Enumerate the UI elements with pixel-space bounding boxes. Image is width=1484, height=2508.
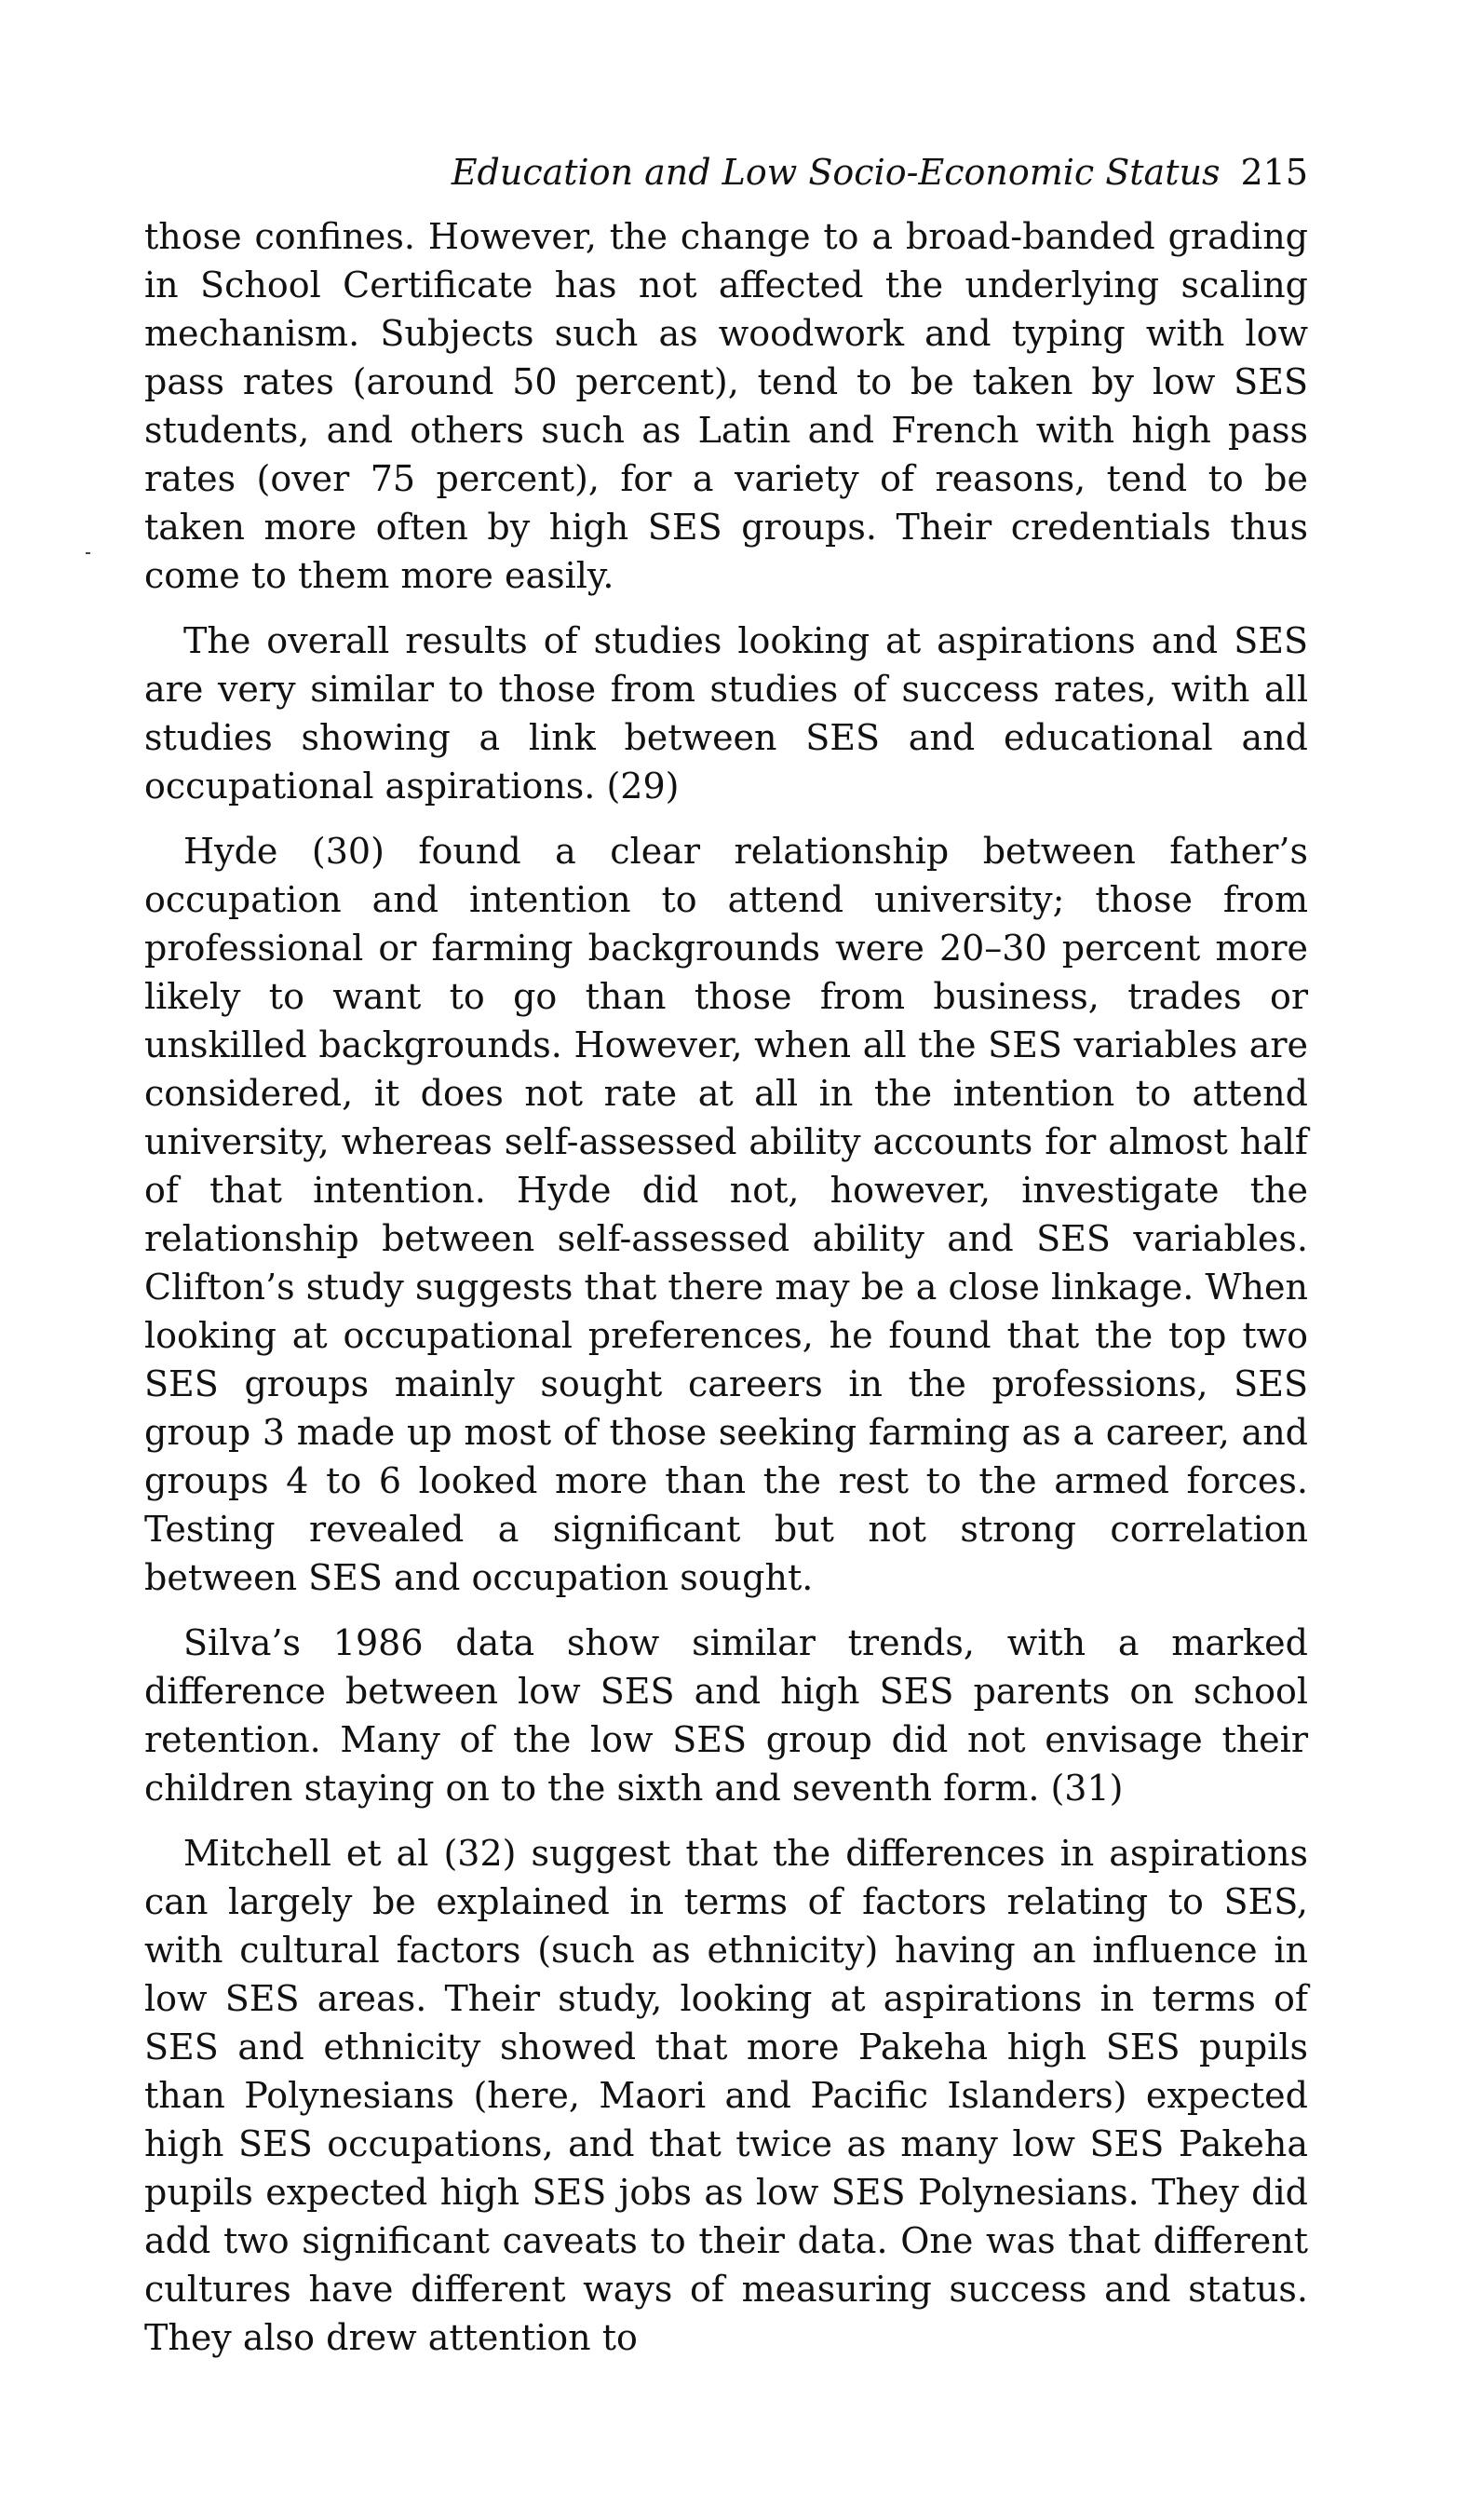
- margin-mark: [86, 552, 90, 554]
- body-text: [144, 212, 1308, 2362]
- paragraph-continuation: those confines. However, the change to a broad-banded grading in School Certificate has not affected the underlying scaling mechanism. Subjects such as woodwork and typing with low pass rates (around 50 percent), tend to be taken by low SES students, and others such as Latin and French with high pass rates (over 75 percent), for a variety of reasons, tend to be taken more often by high SES groups. Their credentials thus come to them more easily.: [144, 216, 1308, 596]
- page-number: 215: [1240, 152, 1308, 193]
- paragraph-aspirations-overview: The overall results of studies looking at aspirations and SES are very similar to those from studies of success rates, with all studies showing a link between SES and educational and occupational aspirations. (29): [144, 620, 1308, 807]
- book-page: [144, 140, 1308, 2379]
- paragraph-silva-data: Silva’s 1986 data show similar trends, with a marked difference between low SES and high SES parents on school retention. Many of the low SES group did not envisage their children staying on to the sixth and seventh form. (31): [144, 1622, 1308, 1809]
- running-head: [144, 140, 1308, 205]
- paragraph-hyde-study: Hyde (30) found a clear relationship between father’s occupation and intention to attend university; those from professional or farming backgrounds were 20–30 percent more likely to want to go than those from business, trades or unskilled backgrounds. However, when all the SES variables are considered, it does not rate at all in the intention to attend university, whereas self-assessed ability accounts for almost half of that intention. Hyde did not, however, investigate the relationship between self-assessed ability and SES variables. Clifton’s study suggests that there may be a close linkage. When looking at occupational preferences, he found that the top two SES groups mainly sought careers in the professions, SES group 3 made up most of those seeking farming as a career, and groups 4 to 6 looked more than the rest to the armed forces. Testing revealed a significant but not strong correlation between SES and occupation sought.: [144, 831, 1308, 1598]
- running-title: Education and Low Socio-Economic Status: [451, 152, 1221, 193]
- paragraph-mitchell-study: Mitchell et al (32) suggest that the differences in aspirations can largely be explained in terms of factors relating to SES, with cultural factors (such as ethnicity) having an influence in low SES areas. Their study, looking at aspirations in terms of SES and ethnicity showed that more Pakeha high SES pupils than Polynesians (here, Maori and Pacific Islanders) expected high SES occupations, and that twice as many low SES Pakeha pupils expected high SES jobs as low SES Polynesians. They did add two significant caveats to their data. One was that different cultures have different ways of measuring success and status. They also drew attention to: [144, 1833, 1308, 2358]
